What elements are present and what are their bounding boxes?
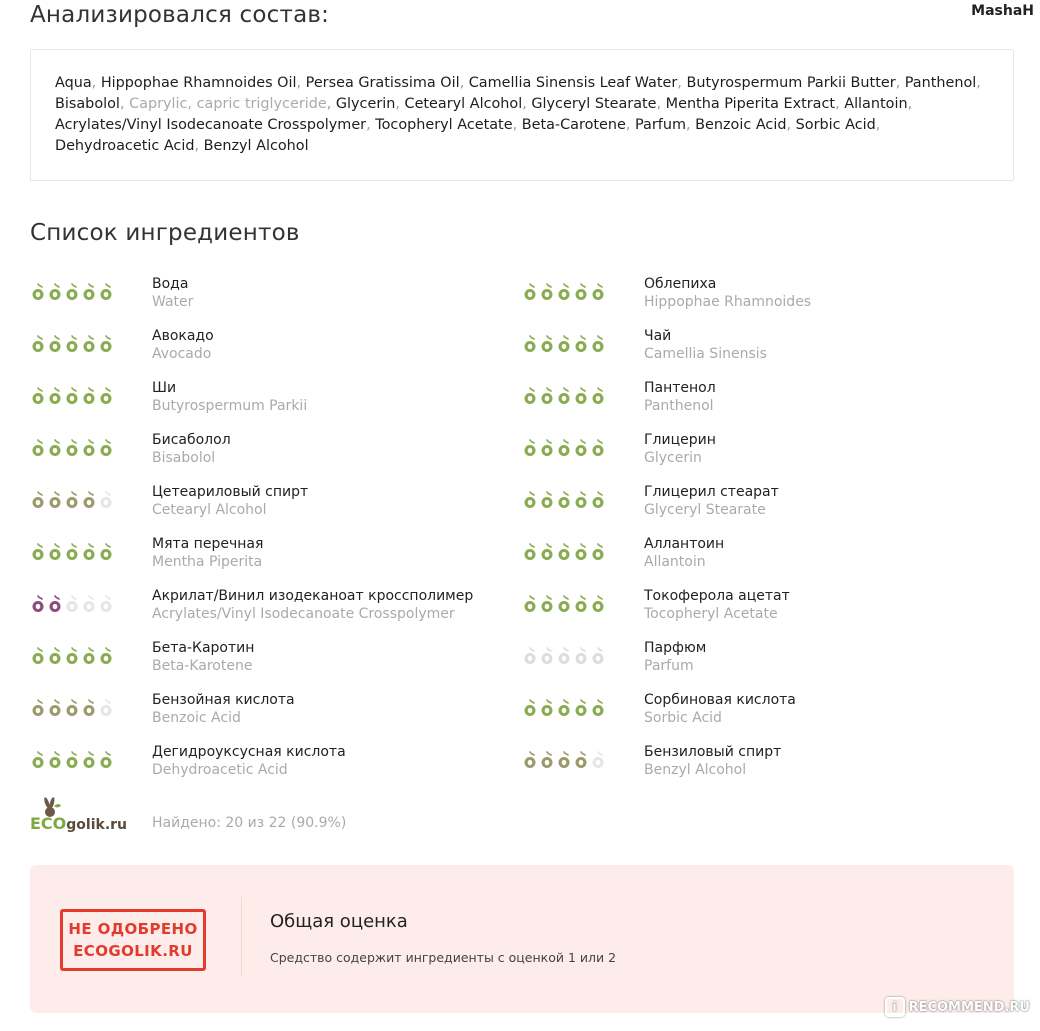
olive-rating-icon bbox=[590, 387, 606, 405]
composition-item: Allantoin bbox=[844, 96, 908, 112]
ingredient-row[interactable] bbox=[522, 588, 1012, 628]
ingredient-name[interactable]: Токоферола ацетат bbox=[644, 588, 790, 604]
verdict-text: Средство содержит ингредиенты с оценкой 1 или 2 bbox=[270, 950, 617, 965]
ingredient-rating bbox=[522, 751, 606, 769]
ingredient-row[interactable] bbox=[522, 484, 1012, 524]
olive-rating-icon bbox=[590, 283, 606, 301]
composition-item: Cetearyl Alcohol bbox=[404, 96, 523, 112]
olive-rating-icon bbox=[47, 439, 63, 457]
verdict-box bbox=[30, 865, 1014, 1013]
olive-rating-icon bbox=[522, 491, 538, 509]
olive-rating-icon bbox=[98, 439, 114, 457]
olive-rating-icon bbox=[30, 439, 46, 457]
ingredient-row[interactable] bbox=[522, 432, 1012, 472]
recommend-watermark: i RECOMMEND.RU bbox=[885, 997, 1030, 1017]
ingredient-latin-name: Tocopheryl Acetate bbox=[644, 606, 778, 622]
olive-rating-icon bbox=[30, 283, 46, 301]
composition-item: Camellia Sinensis Leaf Water bbox=[468, 75, 678, 91]
ingredient-name[interactable]: Бензиловый спирт bbox=[644, 744, 782, 760]
olive-rating-icon bbox=[64, 751, 80, 769]
ingredient-row[interactable] bbox=[30, 432, 520, 472]
olive-rating-icon bbox=[64, 283, 80, 301]
olive-rating-icon bbox=[98, 647, 114, 665]
olive-rating-icon bbox=[98, 283, 114, 301]
ingredient-rating bbox=[522, 387, 606, 405]
olive-rating-icon bbox=[47, 751, 63, 769]
ingredient-latin-name: Sorbic Acid bbox=[644, 710, 722, 726]
ingredient-rating bbox=[522, 335, 606, 353]
olive-rating-icon bbox=[81, 335, 97, 353]
ingredient-name[interactable]: Глицерил стеарат bbox=[644, 484, 779, 500]
olive-rating-icon bbox=[539, 283, 555, 301]
olive-rating-icon bbox=[81, 699, 97, 717]
ingredients-title: Список ингредиентов bbox=[30, 220, 300, 246]
olive-rating-icon bbox=[30, 647, 46, 665]
ingredient-name[interactable]: Парфюм bbox=[644, 640, 707, 656]
ingredient-name[interactable]: Вода bbox=[152, 276, 189, 292]
ingredient-row[interactable] bbox=[522, 744, 1012, 784]
ingredient-row[interactable] bbox=[522, 640, 1012, 680]
composition-item: Acrylates/Vinyl Isodecanoate Crosspolymer bbox=[55, 117, 367, 133]
olive-rating-icon bbox=[64, 491, 80, 509]
olive-rating-icon bbox=[47, 699, 63, 717]
ingredient-rating bbox=[522, 283, 606, 301]
olive-rating-icon bbox=[81, 647, 97, 665]
ingredient-latin-name: Camellia Sinensis bbox=[644, 346, 767, 362]
olive-rating-icon bbox=[30, 335, 46, 353]
ingredient-latin-name: Parfum bbox=[644, 658, 694, 674]
olive-rating-icon bbox=[590, 335, 606, 353]
composition-item: Hippophae Rhamnoides Oil bbox=[100, 75, 297, 91]
olive-rating-icon bbox=[590, 595, 606, 613]
username[interactable]: MashaH bbox=[971, 3, 1034, 19]
olive-rating-icon bbox=[30, 543, 46, 561]
olive-rating-icon bbox=[573, 751, 589, 769]
ingredient-latin-name: Hippophae Rhamnoides bbox=[644, 294, 812, 310]
ingredient-rating bbox=[30, 751, 114, 769]
olive-rating-icon bbox=[539, 335, 555, 353]
ingredient-row[interactable] bbox=[522, 692, 1012, 732]
ingredient-name[interactable]: Цетеариловый спирт bbox=[152, 484, 309, 500]
olive-rating-icon bbox=[590, 543, 606, 561]
olive-rating-icon bbox=[590, 439, 606, 457]
ingredient-latin-name: Glycerin bbox=[644, 450, 702, 466]
ingredient-rating bbox=[522, 543, 606, 561]
ingredient-rating bbox=[30, 439, 114, 457]
composition-item: Parfum bbox=[635, 117, 686, 133]
olive-rating-icon bbox=[81, 595, 97, 613]
olive-rating-icon bbox=[556, 439, 572, 457]
olive-rating-icon bbox=[64, 387, 80, 405]
composition-item: Glycerin bbox=[335, 96, 396, 112]
olive-rating-icon bbox=[81, 439, 97, 457]
olive-rating-icon bbox=[556, 647, 572, 665]
olive-rating-icon bbox=[522, 439, 538, 457]
olive-rating-icon bbox=[522, 283, 538, 301]
ingredient-rating bbox=[30, 387, 114, 405]
composition-item: Glyceryl Stearate bbox=[531, 96, 657, 112]
ingredient-name[interactable]: Пантенол bbox=[644, 380, 716, 396]
ingredient-latin-name: Butyrospermum Parkii bbox=[152, 398, 308, 414]
olive-rating-icon bbox=[98, 387, 114, 405]
ingredient-rating bbox=[30, 335, 114, 353]
olive-rating-icon bbox=[522, 595, 538, 613]
olive-rating-icon bbox=[573, 439, 589, 457]
olive-rating-icon bbox=[590, 647, 606, 665]
olive-rating-icon bbox=[522, 543, 538, 561]
composition-item: Caprylic, capric triglyceride bbox=[129, 96, 327, 112]
olive-rating-icon bbox=[590, 751, 606, 769]
ingredient-rating bbox=[30, 699, 114, 717]
olive-rating-icon bbox=[30, 491, 46, 509]
olive-rating-icon bbox=[522, 647, 538, 665]
olive-rating-icon bbox=[539, 387, 555, 405]
olive-rating-icon bbox=[98, 543, 114, 561]
olive-rating-icon bbox=[573, 491, 589, 509]
logo-text: ECOgolik.ru bbox=[30, 814, 128, 833]
olive-rating-icon bbox=[556, 335, 572, 353]
olive-rating-icon bbox=[47, 283, 63, 301]
not-approved-stamp: НЕ ОДОБРЕНО ECOGOLIK.RU bbox=[60, 909, 206, 971]
ingredient-name[interactable]: Авокадо bbox=[152, 328, 214, 344]
olive-rating-icon bbox=[573, 699, 589, 717]
ingredient-row[interactable] bbox=[30, 328, 520, 368]
olive-rating-icon bbox=[522, 699, 538, 717]
ingredient-name[interactable]: Акрилат/Винил изодеканоат кроссполимер bbox=[152, 588, 474, 604]
ingredient-row[interactable] bbox=[522, 380, 1012, 420]
analyzed-title: Анализировался состав: bbox=[30, 2, 330, 28]
ingredient-row[interactable] bbox=[30, 692, 520, 732]
ingredient-row[interactable] bbox=[30, 276, 520, 316]
olive-rating-icon bbox=[522, 751, 538, 769]
ingredient-row[interactable] bbox=[30, 744, 520, 784]
olive-rating-icon bbox=[522, 387, 538, 405]
olive-rating-icon bbox=[64, 647, 80, 665]
olive-rating-icon bbox=[47, 387, 63, 405]
olive-rating-icon bbox=[64, 699, 80, 717]
olive-rating-icon bbox=[539, 699, 555, 717]
ingredient-latin-name: Glyceryl Stearate bbox=[644, 502, 766, 518]
ingredient-latin-name: Bisabolol bbox=[152, 450, 216, 466]
ingredient-name[interactable]: Ши bbox=[152, 380, 177, 396]
ingredient-row[interactable] bbox=[522, 276, 1012, 316]
olive-rating-icon bbox=[590, 491, 606, 509]
ingredient-name[interactable]: Дегидроуксусная кислота bbox=[152, 744, 346, 760]
olive-rating-icon bbox=[556, 387, 572, 405]
ingredient-name[interactable]: Облепиха bbox=[644, 276, 717, 292]
composition-item: Tocopheryl Acetate bbox=[375, 117, 513, 133]
verdict-title: Общая оценка bbox=[270, 911, 408, 932]
olive-rating-icon bbox=[64, 335, 80, 353]
verdict-divider bbox=[241, 897, 242, 977]
olive-rating-icon bbox=[47, 647, 63, 665]
olive-rating-icon bbox=[556, 751, 572, 769]
olive-rating-icon bbox=[573, 595, 589, 613]
olive-rating-icon bbox=[556, 283, 572, 301]
ingredient-rating bbox=[30, 491, 114, 509]
olive-rating-icon bbox=[556, 543, 572, 561]
ingredient-name[interactable]: Аллантоин bbox=[644, 536, 725, 552]
composition-item: Dehydroacetic Acid bbox=[55, 138, 195, 154]
olive-rating-icon bbox=[64, 543, 80, 561]
ingredient-rating bbox=[522, 595, 606, 613]
ingredient-row[interactable] bbox=[30, 640, 520, 680]
olive-rating-icon bbox=[539, 751, 555, 769]
olive-rating-icon bbox=[98, 595, 114, 613]
ingredient-name[interactable]: Мята перечная bbox=[152, 536, 264, 552]
ingredient-rating bbox=[522, 647, 606, 665]
olive-rating-icon bbox=[573, 647, 589, 665]
olive-rating-icon bbox=[98, 335, 114, 353]
ingredient-latin-name: Panthenol bbox=[644, 398, 714, 414]
olive-rating-icon bbox=[556, 595, 572, 613]
olive-rating-icon bbox=[81, 543, 97, 561]
ingredient-name[interactable]: Бисаболол bbox=[152, 432, 231, 448]
composition-item: Persea Gratissima Oil bbox=[305, 75, 460, 91]
ingredient-rating bbox=[522, 439, 606, 457]
composition-item: Beta-Carotene bbox=[521, 117, 626, 133]
ingredient-latin-name: Water bbox=[152, 294, 194, 310]
olive-rating-icon bbox=[539, 491, 555, 509]
recommend-logo-icon: i bbox=[885, 997, 905, 1017]
ingredient-latin-name: Allantoin bbox=[644, 554, 706, 570]
ingredient-latin-name: Benzyl Alcohol bbox=[644, 762, 747, 778]
ingredient-latin-name: Cetearyl Alcohol bbox=[152, 502, 267, 518]
composition-item: Aqua bbox=[55, 75, 92, 91]
olive-rating-icon bbox=[30, 751, 46, 769]
ingredient-rating bbox=[30, 543, 114, 561]
ingredient-name[interactable]: Бензойная кислота bbox=[152, 692, 295, 708]
olive-rating-icon bbox=[539, 647, 555, 665]
olive-rating-icon bbox=[98, 699, 114, 717]
ingredient-rating bbox=[522, 699, 606, 717]
composition-item: Butyrospermum Parkii Butter bbox=[686, 75, 896, 91]
olive-rating-icon bbox=[556, 699, 572, 717]
olive-rating-icon bbox=[556, 491, 572, 509]
olive-rating-icon bbox=[81, 283, 97, 301]
ingredient-latin-name: Acrylates/Vinyl Isodecanoate Crosspolymer bbox=[152, 606, 455, 622]
ingredient-row[interactable] bbox=[522, 328, 1012, 368]
ingredient-latin-name: Benzoic Acid bbox=[152, 710, 241, 726]
olive-rating-icon bbox=[573, 543, 589, 561]
olive-rating-icon bbox=[539, 543, 555, 561]
found-count: Найдено: 20 из 22 (90.9%) bbox=[152, 815, 347, 831]
olive-rating-icon bbox=[539, 595, 555, 613]
olive-rating-icon bbox=[81, 751, 97, 769]
composition-item: Benzoic Acid bbox=[695, 117, 787, 133]
olive-rating-icon bbox=[47, 335, 63, 353]
ingredient-rating bbox=[30, 647, 114, 665]
ingredient-row[interactable] bbox=[30, 588, 520, 628]
ingredient-row[interactable] bbox=[30, 380, 520, 420]
ingredient-latin-name: Beta-Karotene bbox=[152, 658, 253, 674]
ingredient-name[interactable]: Сорбиновая кислота bbox=[644, 692, 796, 708]
olive-rating-icon bbox=[98, 751, 114, 769]
composition-item: Sorbic Acid bbox=[795, 117, 876, 133]
olive-rating-icon bbox=[573, 387, 589, 405]
olive-rating-icon bbox=[30, 699, 46, 717]
olive-rating-icon bbox=[47, 595, 63, 613]
olive-rating-icon bbox=[522, 335, 538, 353]
olive-rating-icon bbox=[573, 335, 589, 353]
ingredient-name[interactable]: Бета-Каротин bbox=[152, 640, 255, 656]
olive-rating-icon bbox=[539, 439, 555, 457]
olive-rating-icon bbox=[81, 387, 97, 405]
ingredient-name[interactable]: Глицерин bbox=[644, 432, 716, 448]
ingredient-name[interactable]: Чай bbox=[644, 328, 672, 344]
olive-rating-icon bbox=[81, 491, 97, 509]
composition-item: Mentha Piperita Extract bbox=[665, 96, 836, 112]
composition-item: Panthenol bbox=[904, 75, 977, 91]
composition-item: Bisabolol bbox=[55, 96, 120, 112]
composition-item: Benzyl Alcohol bbox=[203, 138, 309, 154]
ingredient-row[interactable] bbox=[30, 536, 520, 576]
olive-rating-icon bbox=[47, 543, 63, 561]
ingredient-rating bbox=[30, 283, 114, 301]
olive-rating-icon bbox=[30, 595, 46, 613]
olive-rating-icon bbox=[30, 387, 46, 405]
ingredient-rating bbox=[522, 491, 606, 509]
olive-rating-icon bbox=[64, 439, 80, 457]
ingredient-row[interactable] bbox=[30, 484, 520, 524]
ecogolik-logo[interactable] bbox=[30, 796, 140, 836]
olive-rating-icon bbox=[590, 699, 606, 717]
olive-rating-icon bbox=[573, 283, 589, 301]
ingredient-row[interactable] bbox=[522, 536, 1012, 576]
ingredient-latin-name: Dehydroacetic Acid bbox=[152, 762, 288, 778]
olive-rating-icon bbox=[64, 595, 80, 613]
composition-box: Aqua, Hippophae Rhamnoides Oil, Persea Gratissima Oil, Camellia Sinensis Leaf Water, Butyrospermum Parkii Butter, Panthenol, Bisabolol, Caprylic, capric triglyceride, Glycerin, Cetearyl Alcohol, Glyceryl Stearate, Mentha Piperita Extract, Allantoin, Acrylates/Vinyl Isodecanoate Crosspolymer, Tocopheryl Acetate, Beta-Carotene, Parfum, Benzoic Acid, Sorbic Acid, Dehydroacetic Acid, Benzyl Alcohol bbox=[30, 49, 1014, 181]
ingredient-latin-name: Avocado bbox=[152, 346, 212, 362]
olive-rating-icon bbox=[98, 491, 114, 509]
olive-rating-icon bbox=[47, 491, 63, 509]
ingredient-rating bbox=[30, 595, 114, 613]
ingredient-latin-name: Mentha Piperita bbox=[152, 554, 263, 570]
